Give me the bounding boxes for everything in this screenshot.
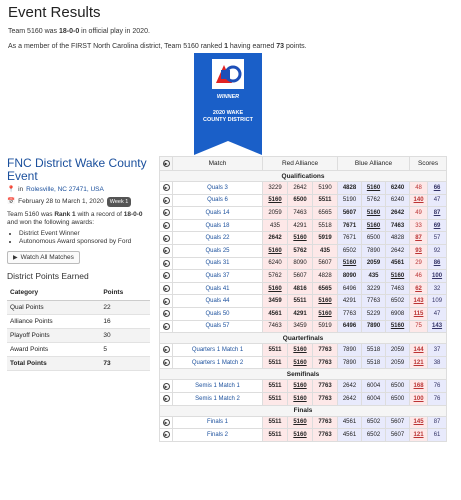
red-team-link[interactable]: 435 — [313, 244, 338, 257]
rank-summary — [7, 211, 150, 227]
play-circle-icon[interactable]: ▶ — [164, 347, 168, 353]
match-row — [160, 282, 447, 295]
red-team-link[interactable]: 4291 — [288, 307, 313, 320]
match-video-cell[interactable] — [160, 307, 173, 320]
red-team-link[interactable]: 2059 — [263, 207, 288, 220]
week-badge: Week 1 — [107, 197, 132, 207]
blue-team-link[interactable]: 6240 — [386, 194, 410, 207]
blue-team-link[interactable]: 4828 — [338, 182, 362, 195]
play-circle-icon[interactable]: ▶ — [164, 185, 168, 191]
first-logo-icon — [212, 59, 244, 89]
match-row — [160, 257, 447, 270]
blue-team-link[interactable]: 7463 — [386, 282, 410, 295]
dp-points: 30 — [100, 329, 150, 343]
match-row — [160, 232, 447, 245]
rank-label: Rank 1 — [54, 211, 76, 218]
red-team-link[interactable]: 2642 — [263, 232, 288, 245]
blue-team-link[interactable]: 5160 — [386, 320, 410, 333]
event-panel — [7, 157, 150, 371]
blue-score: 92 — [428, 244, 447, 257]
red-team-link[interactable]: 435 — [263, 219, 288, 232]
red-team-link[interactable]: 5919 — [313, 232, 338, 245]
match-video-cell[interactable] — [160, 282, 173, 295]
blue-team-link[interactable]: 6908 — [386, 307, 410, 320]
match-row — [160, 307, 447, 320]
red-team-link[interactable]: 3229 — [263, 182, 288, 195]
red-score: 143 — [410, 295, 428, 308]
banner-event: 2020 WAKE COUNTY DISTRICT — [202, 110, 253, 123]
location-link[interactable]: Rolesville, NC 27471, USA — [26, 186, 104, 193]
awards-list — [7, 230, 150, 246]
blue-team-link[interactable]: 3229 — [362, 282, 386, 295]
play-circle-icon[interactable]: ▶ — [164, 432, 168, 438]
blue-team-link[interactable]: 7763 — [362, 295, 386, 308]
red-score: 145 — [410, 416, 428, 429]
play-circle-icon[interactable]: ▶ — [164, 248, 168, 254]
blue-score: 38 — [428, 356, 447, 369]
red-team-link[interactable]: 5762 — [288, 244, 313, 257]
district-points-value: 73 — [276, 43, 285, 50]
red-team-link[interactable]: 5160 — [288, 232, 313, 245]
district-middle: having earned — [227, 43, 277, 50]
match-video-cell[interactable] — [160, 257, 173, 270]
match-row — [160, 244, 447, 257]
blue-team-link[interactable]: 7463 — [386, 219, 410, 232]
red-team-link[interactable]: 3459 — [288, 320, 313, 333]
match-link[interactable]: Quals 22 — [173, 232, 263, 245]
dp-points: 5 — [100, 343, 150, 357]
record-prefix: Team 5160 was — [8, 28, 59, 35]
watch-button-label: Watch All Matches — [20, 254, 74, 261]
play-circle-icon[interactable]: ▶ — [164, 396, 168, 402]
blue-score: 143 — [428, 320, 447, 333]
red-team-link[interactable]: 8090 — [288, 257, 313, 270]
red-team-link[interactable]: 5511 — [288, 295, 313, 308]
table-row — [7, 315, 150, 329]
match-column-header: Match — [173, 157, 263, 171]
red-team-link[interactable]: 5511 — [263, 344, 288, 357]
play-icon: ▶ — [13, 255, 18, 261]
blue-team-link[interactable]: 6502 — [362, 416, 386, 429]
match-table-body — [160, 171, 447, 442]
blue-team-link[interactable]: 4561 — [338, 429, 362, 442]
red-score: 168 — [410, 380, 428, 393]
play-circle-icon[interactable]: ▶ — [164, 273, 168, 279]
section-title: Finals — [160, 405, 447, 416]
match-link[interactable]: Quals 25 — [173, 244, 263, 257]
dp-category: Total Points — [7, 357, 100, 371]
match-results-table — [159, 156, 447, 442]
match-row — [160, 270, 447, 283]
play-circle-icon: ▶ — [164, 161, 168, 166]
red-team-link[interactable]: 5160 — [288, 429, 313, 442]
match-link[interactable]: Quals 6 — [173, 194, 263, 207]
red-score: 48 — [410, 182, 428, 195]
blue-team-link[interactable]: 2059 — [386, 356, 410, 369]
red-team-link[interactable]: 7763 — [313, 392, 338, 405]
blue-score: 47 — [428, 194, 447, 207]
play-circle-icon[interactable]: ▶ — [164, 260, 168, 266]
dp-category: Qual Points — [7, 301, 100, 315]
blue-team-link[interactable]: 7890 — [338, 344, 362, 357]
blue-team-link[interactable]: 5160 — [362, 207, 386, 220]
match-video-cell[interactable] — [160, 270, 173, 283]
red-score: 121 — [410, 356, 428, 369]
blue-team-link[interactable]: 5607 — [386, 429, 410, 442]
location-prefix: in — [18, 186, 24, 193]
district-prefix: As a member of the FIRST North Carolina district, Team 5160 ranked — [8, 43, 225, 50]
play-circle-icon[interactable]: ▶ — [164, 419, 168, 425]
red-score: 140 — [410, 194, 428, 207]
blue-score: 37 — [428, 344, 447, 357]
table-row — [7, 343, 150, 357]
match-video-cell[interactable] — [160, 320, 173, 333]
blue-team-link[interactable]: 5190 — [338, 194, 362, 207]
blue-score: 76 — [428, 380, 447, 393]
blue-team-link[interactable]: 5160 — [338, 257, 362, 270]
red-team-link[interactable]: 5607 — [313, 257, 338, 270]
blue-score: 86 — [428, 257, 447, 270]
play-circle-icon[interactable]: ▶ — [164, 210, 168, 216]
match-video-cell[interactable] — [160, 232, 173, 245]
match-video-cell[interactable] — [160, 194, 173, 207]
match-link[interactable]: Quals 41 — [173, 282, 263, 295]
match-video-cell[interactable] — [160, 244, 173, 257]
blue-team-link[interactable]: 6496 — [338, 282, 362, 295]
red-team-link[interactable]: 5190 — [313, 182, 338, 195]
match-link[interactable]: Semis 1 Match 2 — [173, 392, 263, 405]
event-title[interactable]: FNC District Wake County Event — [7, 156, 147, 183]
red-score: 49 — [410, 207, 428, 220]
match-link[interactable]: Quals 31 — [173, 257, 263, 270]
red-team-link[interactable]: 5160 — [288, 344, 313, 357]
dp-category: Award Points — [7, 343, 100, 357]
calendar-icon: 📅 — [7, 198, 16, 205]
red-team-link[interactable]: 7763 — [313, 344, 338, 357]
blue-team-link[interactable]: 6502 — [362, 429, 386, 442]
red-score: 121 — [410, 429, 428, 442]
red-team-link[interactable]: 6240 — [263, 257, 288, 270]
play-circle-icon[interactable]: ▶ — [164, 235, 168, 241]
match-row — [160, 380, 447, 393]
match-video-cell[interactable] — [160, 295, 173, 308]
blue-score: 87 — [428, 207, 447, 220]
winner-banner — [194, 53, 262, 155]
record-value: 18-0-0 — [58, 28, 80, 35]
red-team-link[interactable]: 5160 — [313, 307, 338, 320]
blue-team-link[interactable]: 2642 — [386, 244, 410, 257]
match-row — [160, 344, 447, 357]
blue-team-link[interactable]: 5518 — [362, 356, 386, 369]
red-team-link[interactable]: 5518 — [313, 219, 338, 232]
blue-alliance-header: Blue Alliance — [338, 157, 410, 171]
dates-text: February 28 to March 1, 2020 — [18, 198, 104, 205]
dp-points: 73 — [100, 357, 150, 371]
match-link[interactable]: Quals 18 — [173, 219, 263, 232]
match-link[interactable]: Quarters 1 Match 2 — [173, 356, 263, 369]
match-video-cell[interactable] — [160, 392, 173, 405]
blue-score: 61 — [428, 429, 447, 442]
results-header — [8, 4, 453, 51]
section-row — [160, 333, 447, 344]
blue-team-link[interactable]: 5607 — [338, 207, 362, 220]
red-team-link[interactable]: 7763 — [313, 380, 338, 393]
video-column-header — [160, 157, 173, 171]
red-alliance-header: Red Alliance — [263, 157, 338, 171]
match-row — [160, 219, 447, 232]
district-summary — [8, 42, 453, 51]
watch-all-matches-button[interactable] — [7, 251, 80, 264]
red-team-link[interactable]: 5160 — [288, 380, 313, 393]
blue-team-link[interactable]: 2642 — [386, 207, 410, 220]
match-row — [160, 392, 447, 405]
blue-team-link[interactable]: 5160 — [362, 182, 386, 195]
district-rank: 1 — [224, 43, 228, 50]
play-circle-icon[interactable]: ▶ — [164, 323, 168, 329]
blue-team-link[interactable]: 4561 — [338, 416, 362, 429]
red-team-link[interactable]: 4561 — [263, 307, 288, 320]
match-row — [160, 295, 447, 308]
match-row — [160, 182, 447, 195]
blue-team-link[interactable]: 6240 — [386, 182, 410, 195]
page-title: Event Results — [8, 4, 101, 21]
blue-team-link[interactable]: 6502 — [338, 244, 362, 257]
match-video-cell[interactable] — [160, 207, 173, 220]
section-row — [160, 171, 447, 182]
red-team-link[interactable]: 7763 — [313, 416, 338, 429]
red-score: 62 — [410, 282, 428, 295]
match-video-cell[interactable] — [160, 380, 173, 393]
red-team-link[interactable]: 6565 — [313, 207, 338, 220]
red-score: 144 — [410, 344, 428, 357]
red-team-link[interactable]: 5511 — [263, 392, 288, 405]
blue-score: 76 — [428, 392, 447, 405]
blue-team-link[interactable]: 5160 — [362, 219, 386, 232]
record-summary — [8, 27, 453, 36]
red-team-link[interactable]: 7763 — [313, 356, 338, 369]
blue-score: 32 — [428, 282, 447, 295]
match-row — [160, 356, 447, 369]
red-team-link[interactable]: 2642 — [288, 182, 313, 195]
red-team-link[interactable]: 7463 — [288, 207, 313, 220]
event-dates — [7, 197, 150, 207]
red-team-link[interactable]: 5511 — [263, 416, 288, 429]
dp-points: 22 — [100, 301, 150, 315]
match-link[interactable]: Finals 2 — [173, 429, 263, 442]
match-link[interactable]: Quals 44 — [173, 295, 263, 308]
blue-team-link[interactable]: 7671 — [338, 219, 362, 232]
play-circle-icon[interactable]: ▶ — [164, 286, 168, 292]
red-score: 87 — [410, 232, 428, 245]
match-link[interactable]: Quals 14 — [173, 207, 263, 220]
district-suffix: points. — [284, 43, 307, 50]
award-item: • Autonomous Award sponsored by Ford — [19, 238, 150, 246]
match-link[interactable]: Finals 1 — [173, 416, 263, 429]
blue-team-link[interactable]: 7671 — [338, 232, 362, 245]
red-team-link[interactable]: 5607 — [288, 270, 313, 283]
red-team-link[interactable]: 5511 — [263, 429, 288, 442]
match-row — [160, 416, 447, 429]
table-row — [7, 301, 150, 315]
red-team-link[interactable]: 5160 — [313, 295, 338, 308]
red-score: 46 — [410, 270, 428, 283]
banner-label: WINNER — [216, 94, 240, 100]
play-circle-icon[interactable]: ▶ — [164, 360, 168, 366]
match-link[interactable]: Quals 3 — [173, 182, 263, 195]
red-team-link[interactable]: 7763 — [313, 429, 338, 442]
record-suffix: in official play in 2020. — [79, 28, 150, 35]
red-team-link[interactable]: 5511 — [263, 356, 288, 369]
blue-team-link[interactable]: 4291 — [338, 295, 362, 308]
blue-score: 47 — [428, 307, 447, 320]
play-circle-icon[interactable]: ▶ — [164, 197, 168, 203]
blue-team-link[interactable]: 4561 — [386, 257, 410, 270]
section-row — [160, 369, 447, 380]
table-row-total — [7, 357, 150, 371]
blue-team-link[interactable]: 6500 — [386, 392, 410, 405]
blue-team-link[interactable]: 435 — [362, 270, 386, 283]
blue-score: 69 — [428, 219, 447, 232]
section-title: Quarterfinals — [160, 333, 447, 344]
red-score: 115 — [410, 307, 428, 320]
red-team-link[interactable]: 7463 — [263, 320, 288, 333]
dp-category: Alliance Points — [7, 315, 100, 329]
blue-team-link[interactable]: 7890 — [338, 356, 362, 369]
red-team-link[interactable]: 4816 — [288, 282, 313, 295]
match-row — [160, 207, 447, 220]
event-location — [7, 186, 150, 194]
section-title: Qualifications — [160, 171, 447, 182]
award-item: • District Event Winner — [19, 230, 150, 238]
blue-team-link[interactable]: 2642 — [338, 380, 362, 393]
dp-category: Playoff Points — [7, 329, 100, 343]
match-link[interactable]: Quals 37 — [173, 270, 263, 283]
red-team-link[interactable]: 5511 — [263, 380, 288, 393]
location-pin-icon: 📍 — [7, 186, 16, 193]
blue-score: 109 — [428, 295, 447, 308]
play-circle-icon[interactable]: ▶ — [164, 311, 168, 317]
blue-score: 57 — [428, 232, 447, 245]
blue-team-link[interactable]: 2642 — [338, 392, 362, 405]
match-row — [160, 320, 447, 333]
rank-record: 18-0-0 — [123, 211, 143, 218]
match-video-cell[interactable] — [160, 429, 173, 442]
match-link[interactable]: Quals 50 — [173, 307, 263, 320]
red-score: 93 — [410, 244, 428, 257]
rank-suffix: and won the following awards: — [7, 219, 95, 226]
red-team-link[interactable]: 5160 — [263, 244, 288, 257]
rank-middle: with a record of — [75, 211, 124, 218]
red-score: 100 — [410, 392, 428, 405]
blue-team-link[interactable]: 2059 — [386, 344, 410, 357]
red-team-link[interactable]: 5762 — [263, 270, 288, 283]
red-team-link[interactable]: 4291 — [288, 219, 313, 232]
district-points-table — [7, 285, 150, 371]
table-row — [7, 329, 150, 343]
play-circle-icon[interactable]: ▶ — [164, 298, 168, 304]
match-video-cell[interactable] — [160, 416, 173, 429]
blue-team-link[interactable]: 6004 — [362, 380, 386, 393]
blue-team-link[interactable]: 7890 — [362, 320, 386, 333]
match-video-cell[interactable] — [160, 344, 173, 357]
match-link[interactable]: Quals 57 — [173, 320, 263, 333]
blue-team-link[interactable]: 7890 — [362, 244, 386, 257]
play-circle-icon[interactable]: ▶ — [164, 223, 168, 229]
match-link[interactable]: Quarters 1 Match 1 — [173, 344, 263, 357]
play-circle-icon[interactable]: ▶ — [164, 383, 168, 389]
red-team-link[interactable]: 5160 — [288, 416, 313, 429]
red-team-link[interactable]: 5919 — [313, 320, 338, 333]
dp-points: 16 — [100, 315, 150, 329]
red-score: 75 — [410, 320, 428, 333]
red-team-link[interactable]: 5160 — [288, 356, 313, 369]
section-title: Semifinals — [160, 369, 447, 380]
match-video-cell[interactable] — [160, 219, 173, 232]
match-video-cell[interactable] — [160, 182, 173, 195]
match-video-cell[interactable] — [160, 356, 173, 369]
match-row — [160, 429, 447, 442]
blue-team-link[interactable]: 7763 — [338, 307, 362, 320]
blue-score: 100 — [428, 270, 447, 283]
blue-team-link[interactable]: 2059 — [362, 257, 386, 270]
red-team-link[interactable]: 5160 — [263, 282, 288, 295]
red-team-link[interactable]: 6500 — [288, 194, 313, 207]
blue-team-link[interactable]: 6496 — [338, 320, 362, 333]
blue-team-link[interactable]: 6004 — [362, 392, 386, 405]
dp-header-category: Category — [7, 285, 100, 301]
blue-team-link[interactable]: 6500 — [362, 232, 386, 245]
red-team-link[interactable]: 6565 — [313, 282, 338, 295]
section-row — [160, 405, 447, 416]
dp-header-points: Points — [100, 285, 150, 301]
blue-score: 66 — [428, 182, 447, 195]
blue-team-link[interactable]: 4828 — [386, 232, 410, 245]
red-team-link[interactable]: 4828 — [313, 270, 338, 283]
scores-header: Scores — [410, 157, 447, 171]
red-team-link[interactable]: 5160 — [288, 392, 313, 405]
blue-team-link[interactable]: 5229 — [362, 307, 386, 320]
red-team-link[interactable]: 3459 — [263, 295, 288, 308]
blue-team-link[interactable]: 5762 — [362, 194, 386, 207]
match-link[interactable]: Semis 1 Match 1 — [173, 380, 263, 393]
blue-score: 87 — [428, 416, 447, 429]
red-team-link[interactable]: 5511 — [313, 194, 338, 207]
match-row — [160, 194, 447, 207]
blue-team-link[interactable]: 5160 — [386, 270, 410, 283]
district-points-title: District Points Earned — [7, 271, 89, 281]
red-score: 29 — [410, 257, 428, 270]
blue-team-link[interactable]: 6500 — [386, 380, 410, 393]
blue-team-link[interactable]: 5518 — [362, 344, 386, 357]
red-score: 33 — [410, 219, 428, 232]
red-team-link[interactable]: 5160 — [263, 194, 288, 207]
blue-team-link[interactable]: 5607 — [386, 416, 410, 429]
blue-team-link[interactable]: 8090 — [338, 270, 362, 283]
blue-team-link[interactable]: 6502 — [386, 295, 410, 308]
rank-prefix: Team 5160 was — [7, 211, 55, 218]
